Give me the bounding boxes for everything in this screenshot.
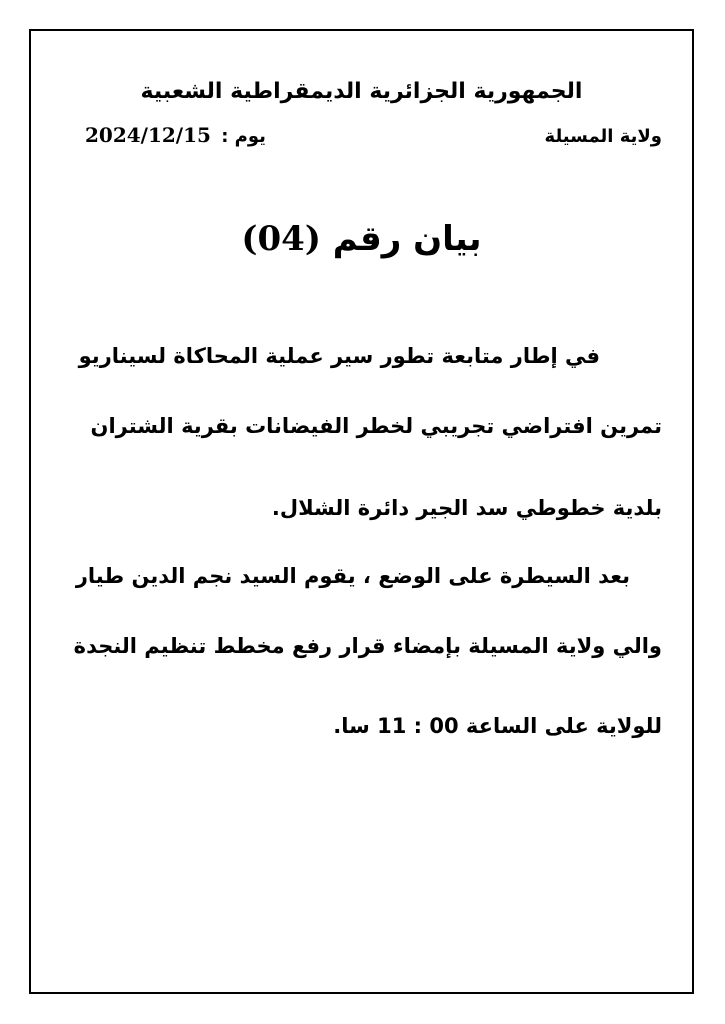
document-border (29, 29, 694, 994)
date-value: 2024/12/15 (85, 123, 211, 147)
statement-number: (04) (241, 219, 321, 259)
document-content (31, 31, 692, 992)
body-line: في إطار متابعة تطور سير عملية المحاكاة لسيناريو (78, 344, 600, 368)
body-line: تمرين افتراضي تجريبي لخطر الفيضانات بقرية الشتران (90, 414, 662, 438)
date-label: يوم : (221, 126, 266, 147)
body-line: والي ولاية المسيلة بإمضاء قرار رفع مخطط تنظيم النجدة (73, 634, 662, 658)
body-line: للولاية على الساعة 00 : 11 سا. (333, 714, 662, 738)
body-line: بعد السيطرة على الوضع ، يقوم السيد نجم الدين طيار (75, 564, 630, 588)
date-line (85, 123, 266, 147)
statement-title-text: بيان رقم (332, 219, 482, 259)
republic-heading: الجمهورية الجزائرية الديمقراطية الشعبية (140, 79, 583, 104)
statement-title (31, 219, 692, 259)
province-name: ولاية المسيلة (544, 126, 662, 147)
body-line: بلدية خطوطي سد الجير دائرة الشلال. (271, 496, 662, 520)
